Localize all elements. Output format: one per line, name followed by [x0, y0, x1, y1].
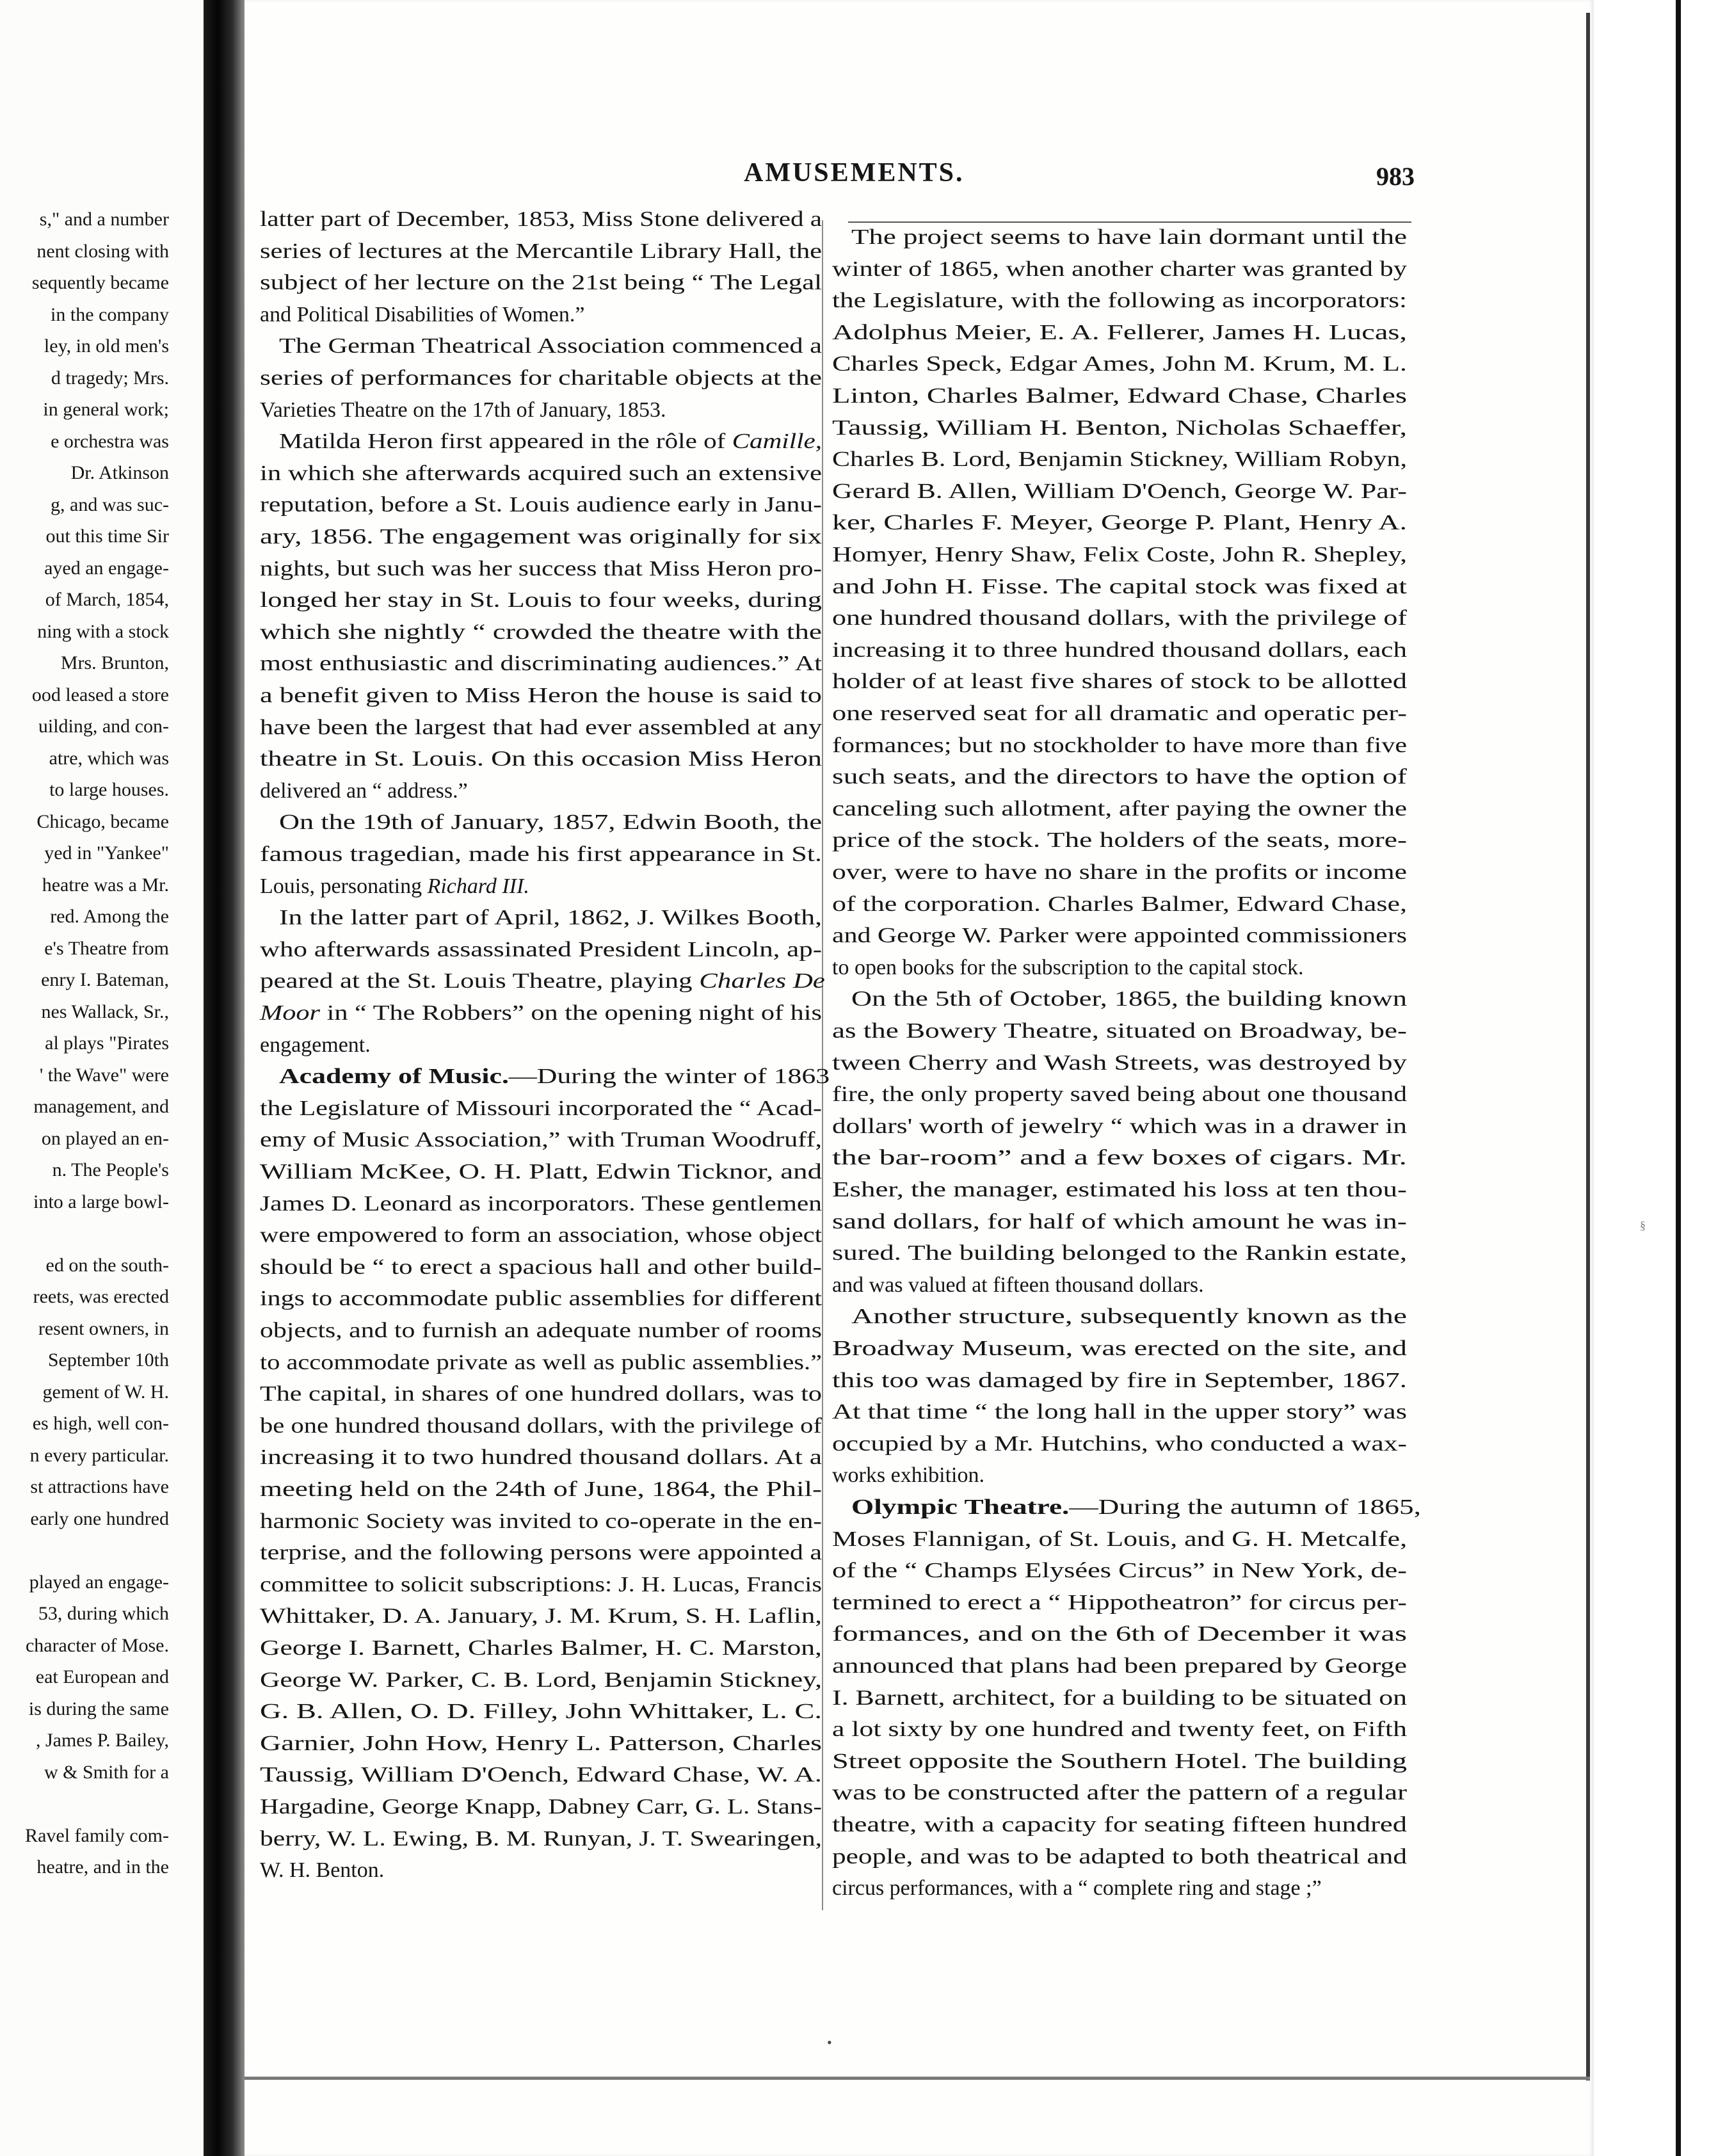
text-line: On the 5th of October, 1865, the building known [851, 987, 1407, 1011]
text-line: In the latter part of April, 1862, J. Wilkes Booth, [279, 906, 822, 929]
text-line: Varieties Theatre on the 17th of January, 1853. [260, 398, 666, 422]
left-page-line: w & Smith for a [44, 1762, 169, 1783]
text-line: the bar-room” and a few boxes of cigars. Mr. [832, 1146, 1408, 1170]
text-line: Hargadine, George Knapp, Dabney Carr, G. L. Stans- [260, 1795, 822, 1819]
print-speck: • [827, 2034, 832, 2050]
left-page-line: heatre, and in the [36, 1856, 169, 1878]
text-line: were empowered to form an association, whose object [260, 1223, 823, 1247]
text-line: George I. Barnett, Charles Balmer, H. C. Marston, [260, 1636, 822, 1660]
page-header [264, 156, 1415, 201]
text-line: Another structure, subsequently known as the [851, 1305, 1407, 1328]
text-line: nights, but such was her success that Miss Heron pro- [260, 557, 823, 581]
left-page-line: gement of W. H. [42, 1381, 169, 1403]
page-edge [1586, 13, 1590, 2080]
text-line: announced that plans had been prepared by George [832, 1654, 1408, 1678]
text-line: latter part of December, 1853, Miss Stone delivered a [260, 207, 822, 231]
text-line: berry, W. L. Ewing, B. M. Runyan, J. T. Swearingen, [260, 1827, 823, 1851]
text-line: increasing it to three hundred thousand dollars, each [832, 638, 1408, 662]
text-line: who afterwards assassinated President Lincoln, ap- [260, 938, 823, 961]
left-page-line: into a large bowl- [33, 1191, 169, 1212]
text-line: such seats, and the directors to have the option of [832, 765, 1407, 789]
text-line: ker, Charles F. Meyer, George P. Plant, Henry A. [832, 511, 1408, 535]
left-page-line: sequently became [31, 272, 169, 293]
text-line: most enthusiastic and discriminating audiences.” At [260, 652, 822, 675]
text-line: Broadway Museum, was erected on the site, and [832, 1337, 1407, 1360]
text-line: Matilda Heron first appeared in the rôle of Camille, [279, 430, 823, 453]
text-column-right [832, 221, 1421, 1924]
left-page-line: al plays "Pirates [45, 1033, 169, 1054]
left-page-line: in the company [51, 304, 169, 325]
text-line: over, were to have no share in the profits or income [832, 860, 1407, 884]
text-line: be one hundred thousand dollars, with the privilege of [260, 1414, 822, 1438]
text-line: occupied by a Mr. Hutchins, who conducted a wax- [832, 1432, 1408, 1456]
left-page-line: nes Wallack, Sr., [41, 1001, 169, 1022]
text-line: committee to solicit subscriptions: J. H. Lucas, Francis [260, 1573, 822, 1597]
text-line: price of the stock. The holders of the seats, more- [832, 828, 1407, 852]
text-line: have been the largest that had ever assembled at any [260, 716, 823, 739]
text-line: as the Bowery Theatre, situated on Broadway, be- [832, 1019, 1408, 1043]
text-line: was to be constructed after the pattern of a regular [832, 1781, 1408, 1805]
text-line: harmonic Society was invited to co-operate in the en- [260, 1509, 822, 1533]
text-line: holder of at least five shares of stock to be allotted [832, 670, 1408, 693]
text-line: Homyer, Henry Shaw, Felix Coste, John R. Shepley, [832, 543, 1407, 567]
text-line: and Political Disabilities of Women.” [260, 303, 585, 326]
text-line: sand dollars, for half of which amount he was in- [832, 1210, 1407, 1234]
left-page-line: Dr. Atkinson [70, 462, 169, 483]
left-page-line: d tragedy; Mrs. [51, 367, 169, 389]
left-page-line: n. The People's [52, 1159, 169, 1180]
left-page-line: out this time Sir [45, 526, 169, 547]
left-page-line: reets, was erected [33, 1286, 169, 1307]
text-line: of the “ Champs Elysées Circus” in New York, de- [832, 1559, 1408, 1582]
text-line: formances; but no stockholder to have more than five [832, 734, 1407, 757]
text-line: ary, 1856. The engagement was originally for six [260, 525, 822, 549]
text-line: sured. The building belonged to the Rankin estate, [832, 1241, 1408, 1265]
text-line: and George W. Parker were appointed commissioners [832, 924, 1407, 947]
text-line: one reserved seat for all dramatic and operatic per- [832, 702, 1408, 725]
text-line: to accommodate private as well as public assemblies.” [260, 1351, 823, 1374]
left-page-line: g, and was suc- [51, 494, 169, 515]
text-line: peared at the St. Louis Theatre, playing Charles De [260, 969, 825, 993]
text-line: At that time “ the long hall in the upper story” was [832, 1400, 1408, 1424]
text-line: reputation, before a St. Louis audience early in Janu- [260, 493, 822, 517]
text-column-left [260, 204, 830, 1906]
left-page-line: es high, well con- [32, 1413, 169, 1434]
left-page-line: Mrs. Brunton, [60, 652, 169, 673]
left-page-line: ed on the south- [45, 1255, 169, 1276]
text-line: Moor in “ The Robbers” on the opening night of his [260, 1001, 823, 1025]
text-line: Charles Speck, Edgar Ames, John M. Krum, M. L. [832, 352, 1407, 376]
left-page-line: st attractions have [30, 1476, 169, 1497]
text-line: Louis, personating Richard III. [260, 874, 529, 898]
text-line: objects, and to furnish an adequate number of rooms [260, 1319, 822, 1342]
text-line: G. B. Allen, O. D. Filley, John Whittaker, L. C. [260, 1700, 823, 1723]
left-page-line: nent closing with [36, 241, 169, 262]
text-line: terprise, and the following persons were appointed a [260, 1541, 822, 1565]
text-line: James D. Leonard as incorporators. These gentlemen [260, 1192, 823, 1216]
text-line: The German Theatrical Association commenced a [279, 334, 822, 358]
text-line: famous tragedian, made his first appearance in St. [260, 842, 822, 866]
left-page-line: heatre was a Mr. [42, 874, 169, 896]
text-line: subject of her lecture on the 21st being “ The Legal [260, 271, 823, 294]
text-line: Academy of Music.—During the winter of 1863 [279, 1065, 830, 1088]
left-page-line: eat European and [35, 1666, 169, 1687]
left-page-line: played an engage- [29, 1572, 169, 1593]
left-page-line: s," and a number [39, 209, 169, 230]
text-line: which she nightly “ crowded the theatre with the [260, 620, 822, 644]
text-line: one hundred thousand dollars, with the privilege of [832, 606, 1407, 630]
book-gutter [204, 0, 245, 2156]
text-line: increasing it to two hundred thousand dollars. At a [260, 1445, 823, 1469]
left-page-line: resent owners, in [38, 1318, 169, 1339]
left-page-line: ning with a stock [37, 621, 169, 642]
text-line: a lot sixty by one hundred and twenty feet, on Fifth [832, 1718, 1407, 1741]
text-line: formances, and on the 6th of December it was [832, 1622, 1407, 1646]
text-line: Moses Flannigan, of St. Louis, and G. H. Metcalfe, [832, 1527, 1408, 1551]
left-page-line: yed in "Yankee" [44, 842, 169, 864]
text-line: Linton, Charles Balmer, Edward Chase, Charles [832, 384, 1408, 408]
text-line: On the 19th of January, 1857, Edwin Booth, the [279, 810, 823, 834]
page-bottom-edge [245, 2077, 1590, 2080]
text-line: the Legislature, with the following as incorporators: [832, 289, 1408, 312]
text-line: William McKee, O. H. Platt, Edwin Ticknor, and [260, 1160, 823, 1184]
scan-border [1676, 0, 1681, 2156]
text-line: Olympic Theatre.—During the autumn of 1865, [851, 1495, 1421, 1519]
stray-mark: § [1640, 1219, 1646, 1232]
text-line: to open books for the subscription to the capital stock. [832, 956, 1304, 979]
text-line: the Legislature of Missouri incorporated the “ Acad- [260, 1097, 822, 1120]
left-page-line: e orchestra was [51, 431, 169, 452]
left-page-line: character of Mose. [25, 1635, 169, 1656]
text-line: theatre, with a capacity for seating fifteen hundred [832, 1813, 1407, 1837]
text-line: tween Cherry and Wash Streets, was destroyed by [832, 1051, 1408, 1075]
left-page-line: n every particular. [29, 1445, 169, 1466]
left-page-line: red. Among the [50, 906, 169, 927]
text-line: fire, the only property saved being about one thousand [832, 1082, 1407, 1106]
text-line: circus performances, with a “ complete ring and stage ;” [832, 1876, 1322, 1900]
text-line: Gerard B. Allen, William D'Oench, George W. Par- [832, 479, 1408, 503]
text-line: ings to accommodate public assemblies for different [260, 1287, 823, 1310]
left-page-line: Ravel family com- [25, 1825, 169, 1846]
left-page-line: atre, which was [49, 748, 169, 769]
text-line: Charles B. Lord, Benjamin Stickney, William Robyn, [832, 447, 1408, 471]
text-line: series of lectures at the Mercantile Library Hall, the [260, 239, 823, 263]
left-page-line: e's Theatre from [44, 938, 169, 959]
left-page-line: September 10th [47, 1349, 169, 1371]
left-page-line: early one hundred [30, 1508, 169, 1529]
left-page-line: uilding, and con- [38, 716, 169, 737]
text-line: delivered an “ address.” [260, 779, 468, 803]
running-head: AMUSEMENTS. [744, 158, 965, 188]
left-page-fragment [0, 0, 204, 2156]
left-page-text [0, 204, 169, 1932]
text-line: termined to erect a “ Hippotheatron” for circus per- [832, 1591, 1407, 1614]
left-page-line: to large houses. [49, 779, 169, 800]
text-line: The capital, in shares of one hundred dollars, was to [260, 1382, 822, 1406]
left-page-line: of March, 1854, [45, 589, 169, 610]
text-line: theatre in St. Louis. On this occasion Miss Heron [260, 747, 822, 771]
text-line: W. H. Benton. [260, 1858, 385, 1882]
text-line: Esher, the manager, estimated his loss at ten thou- [832, 1178, 1407, 1202]
text-line: The project seems to have lain dormant until the [851, 225, 1408, 249]
left-page-line: 53, during which [38, 1603, 169, 1624]
text-line: Taussig, William D'Oench, Edward Chase, W. A. [260, 1763, 823, 1787]
text-line: Adolphus Meier, E. A. Fellerer, James H. Lucas, [832, 321, 1408, 344]
text-line: canceling such allotment, after paying the owner the [832, 797, 1407, 821]
text-line: longed her stay in St. Louis to four weeks, during [260, 588, 822, 612]
left-page-line: ayed an engage- [44, 558, 169, 579]
text-line: emy of Music Association,” with Truman Woodruff, [260, 1128, 822, 1152]
left-page-line: management, and [33, 1096, 169, 1117]
text-line: winter of 1865, when another charter was granted by [832, 257, 1408, 281]
page-number: 983 [1376, 162, 1415, 191]
text-line: should be “ to erect a spacious hall and other build- [260, 1255, 822, 1279]
text-line: Street opposite the Southern Hotel. The building [832, 1750, 1407, 1773]
text-line: engagement. [260, 1033, 371, 1057]
text-line: people, and was to be adapted to both theatrical and [832, 1845, 1407, 1869]
text-line: in which she afterwards acquired such an extensive [260, 462, 822, 485]
left-page-line: Chicago, became [36, 811, 169, 832]
text-line: series of performances for charitable objects at the [260, 366, 822, 390]
text-line: a benefit given to Miss Heron the house is said to [260, 684, 823, 707]
left-page-line: , James P. Bailey, [35, 1730, 169, 1751]
left-page-line: ley, in old men's [44, 335, 169, 357]
left-page-line: ood leased a store [31, 684, 169, 705]
left-page-line: is during the same [28, 1698, 169, 1719]
text-line: dollars' worth of jewelry “ which was in a drawer in [832, 1114, 1407, 1138]
left-page-line: enry I. Bateman, [41, 969, 169, 990]
text-line: works exhibition. [832, 1463, 984, 1487]
text-line: Taussig, William H. Benton, Nicholas Schaeffer, [832, 416, 1408, 440]
left-page-line: in general work; [43, 399, 169, 420]
text-line: of the corporation. Charles Balmer, Edward Chase, [832, 892, 1407, 916]
text-line: and John H. Fisse. The capital stock was fixed at [832, 575, 1408, 599]
text-line: I. Barnett, architect, for a building to be situated on [832, 1686, 1408, 1710]
text-line: Whittaker, D. A. January, J. M. Krum, S. H. Laflin, [260, 1604, 822, 1628]
text-line: Garnier, John How, Henry L. Patterson, Charles [260, 1732, 823, 1755]
text-line: meeting held on the 24th of June, 1864, the Phil- [260, 1477, 823, 1501]
left-page-line: on played an en- [41, 1128, 169, 1149]
text-line: George W. Parker, C. B. Lord, Benjamin Stickney, [260, 1668, 822, 1692]
left-page-line: ' the Wave" were [39, 1065, 169, 1086]
text-line: and was valued at fifteen thousand dollars. [832, 1273, 1204, 1297]
text-line: this too was damaged by fire in September, 1867. [832, 1369, 1408, 1392]
